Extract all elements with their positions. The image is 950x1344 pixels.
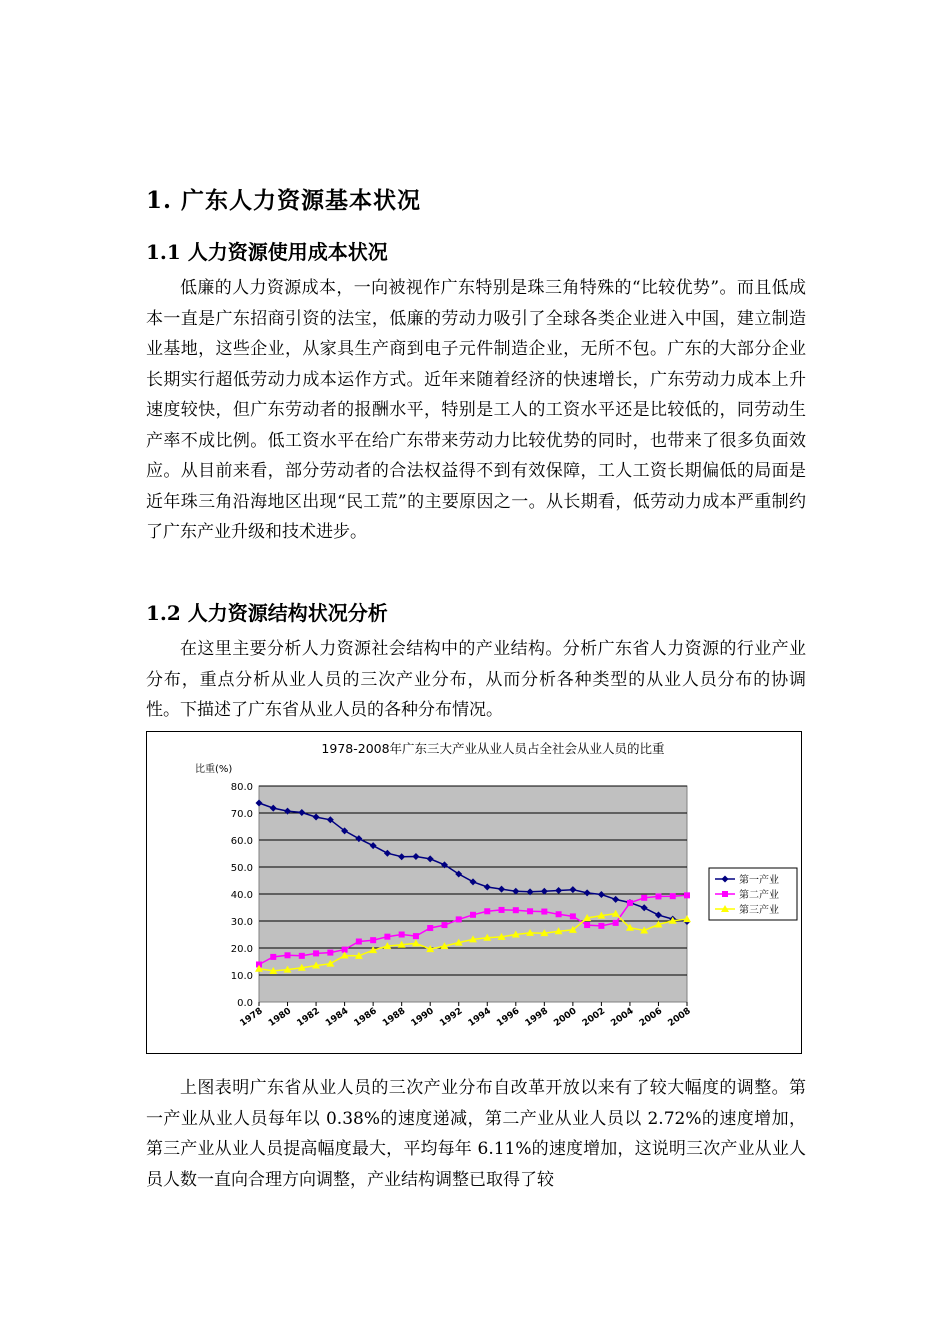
x-tick-label: 1990 bbox=[409, 1006, 436, 1029]
x-tick-label: 1992 bbox=[438, 1006, 465, 1029]
x-tick-label: 1996 bbox=[495, 1006, 522, 1029]
series-point bbox=[556, 911, 562, 917]
series-point bbox=[270, 954, 276, 960]
series-point bbox=[684, 892, 690, 898]
x-tick-label: 2002 bbox=[580, 1006, 608, 1029]
series-point bbox=[655, 893, 661, 899]
y-axis-label: 比重(%) bbox=[195, 764, 233, 775]
legend-label: 第一产业 bbox=[739, 875, 779, 886]
series-point bbox=[570, 913, 576, 919]
series-point bbox=[399, 932, 405, 938]
y-tick-label: 30.0 bbox=[230, 917, 253, 928]
employment-share-chart bbox=[146, 731, 802, 1054]
series-point bbox=[513, 907, 519, 913]
x-tick-label: 1984 bbox=[324, 1006, 351, 1029]
x-tick-label: 1978 bbox=[238, 1006, 265, 1029]
series-point bbox=[456, 916, 462, 922]
series-point bbox=[484, 908, 490, 914]
x-tick-label: 2008 bbox=[666, 1006, 693, 1029]
y-tick-label: 70.0 bbox=[230, 809, 253, 820]
series-point bbox=[527, 908, 533, 914]
x-tick-label: 1988 bbox=[381, 1006, 408, 1029]
y-tick-label: 0.0 bbox=[237, 998, 253, 1009]
series-point bbox=[641, 895, 647, 901]
chart-title: 1978-2008年广东三大产业从业人员占全社会从业人员的比重 bbox=[321, 741, 665, 756]
series-point bbox=[384, 934, 390, 940]
x-tick-label: 1998 bbox=[523, 1006, 551, 1029]
y-tick-label: 20.0 bbox=[230, 944, 253, 955]
series-point bbox=[313, 950, 319, 956]
x-tick-label: 1986 bbox=[352, 1006, 379, 1029]
series-point bbox=[584, 922, 590, 928]
y-tick-label: 80.0 bbox=[230, 782, 253, 793]
series-point bbox=[356, 939, 362, 945]
series-point bbox=[541, 909, 547, 915]
series-point bbox=[427, 925, 433, 931]
series-point bbox=[441, 922, 447, 928]
chart-canvas bbox=[147, 732, 801, 1053]
series-point bbox=[370, 937, 376, 943]
series-point bbox=[285, 952, 291, 958]
y-tick-label: 60.0 bbox=[230, 836, 253, 847]
y-tick-label: 40.0 bbox=[230, 890, 253, 901]
x-tick-label: 2000 bbox=[552, 1006, 579, 1029]
x-tick-label: 1994 bbox=[466, 1006, 493, 1029]
section-heading: 1. 广东人力资源基本状况 bbox=[146, 187, 422, 214]
x-tick-label: 1982 bbox=[295, 1006, 322, 1029]
paragraph-chart-analysis: 上图表明广东省从业人员的三次产业分布自改革开放以来有了较大幅度的调整。第一产业从业人员每年以 0.38%的速度递减，第二产业从业人员以 2.72%的速度增加，第三产业从业人员提高幅度最大，平均每年 6.11%的速度增加，这说明三次产业从业人员人数一直向合理方向调整，产业结构调整已取得了较 bbox=[146, 1078, 806, 1190]
series-point bbox=[627, 900, 633, 906]
x-tick-label: 1980 bbox=[266, 1006, 294, 1029]
series-point bbox=[598, 923, 604, 929]
series-point bbox=[613, 920, 619, 926]
series-point bbox=[327, 950, 333, 956]
subsection-heading-cost: 1.1 人力资源使用成本状况 bbox=[146, 240, 388, 264]
series-point bbox=[670, 893, 676, 899]
paragraph-structure-intro: 在这里主要分析人力资源社会结构中的产业结构。分析广东省人力资源的行业产业分布，重点分析从业人员的三次产业分布，从而分析各种类型的从业人员分布的协调性。下描述了广东省从业人员的各种分布情况。 bbox=[146, 639, 806, 720]
legend-swatch-marker bbox=[722, 891, 728, 897]
legend-label: 第二产业 bbox=[739, 890, 779, 901]
x-tick-label: 2006 bbox=[637, 1006, 665, 1029]
series-point bbox=[470, 912, 476, 918]
y-tick-label: 50.0 bbox=[230, 863, 253, 874]
series-point bbox=[299, 953, 305, 959]
x-tick-label: 2004 bbox=[609, 1006, 636, 1029]
y-tick-label: 10.0 bbox=[230, 971, 253, 982]
series-point bbox=[413, 933, 419, 939]
paragraph-labor-cost: 低廉的人力资源成本，一向被视作广东特别是珠三角特殊的“比较优势”。而且低成本一直是广东招商引资的法宝，低廉的劳动力吸引了全球各类企业进入中国，建立制造业基地，这些企业，从家具生产商到电子元件制造企业，无所不包。广东的大部分企业长期实行超低劳动力成本运作方式。近年来随着经济的快速增长，广东劳动力成本上升速度较快，但广东劳动者的报酬水平，特别是工人的工资水平还是比较低的，同劳动生产率不成比例。低工资水平在给广东带来劳动力比较优势的同时，也带来了很多负面效应。从目前来看，部分劳动者的合法权益得不到有效保障，工人工资长期偏低的局面是近年珠三角沿海地区出现“民工荒”的主要原因之一。从长期看，低劳动力成本严重制约了广东产业升级和技术进步。 bbox=[146, 278, 806, 542]
legend-label: 第三产业 bbox=[739, 905, 779, 916]
series-point bbox=[499, 907, 505, 913]
subsection-heading-structure: 1.2 人力资源结构状况分析 bbox=[146, 601, 388, 625]
